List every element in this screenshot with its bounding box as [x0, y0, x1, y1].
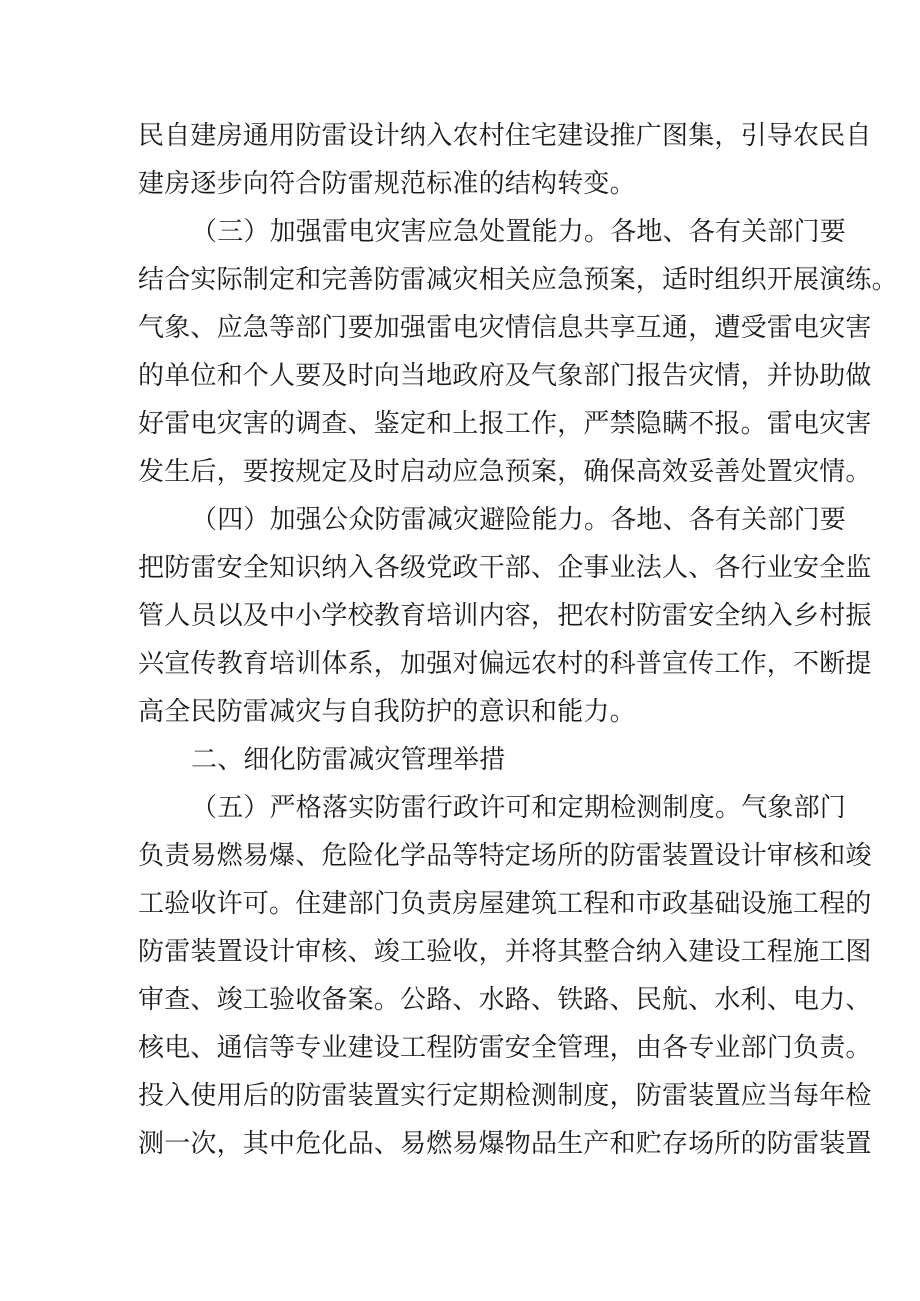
body-text-line: 审查、竣工验收备案。公路、水路、铁路、民航、水利、电力、	[138, 985, 872, 1015]
body-text-line: 负责易燃易爆、危险化学品等特定场所的防雷装置设计审核和竣	[138, 841, 872, 871]
body-text-line: 核电、通信等专业建设工程防雷安全管理，由各专业部门负责。	[138, 1033, 872, 1063]
body-text-line: 投入使用后的防雷装置实行定期检测制度，防雷装置应当每年检	[138, 1081, 872, 1111]
body-text-line: 高全民防雷减灾与自我防护的意识和能力。	[138, 697, 636, 727]
body-text-line: 建房逐步向符合防雷规范标准的结构转变。	[138, 169, 636, 199]
body-text-line: 发生后，要按规定及时启动应急预案，确保高效妥善处置灾情。	[138, 457, 872, 487]
paragraph-first-line: （五）严格落实防雷行政许可和定期检测制度。气象部门	[191, 793, 847, 823]
body-text-line: 把防雷安全知识纳入各级党政干部、企事业法人、各行业安全监	[138, 553, 872, 583]
body-text-line: 兴宣传教育培训体系，加强对偏远农村的科普宣传工作，不断提	[138, 649, 872, 679]
body-text-line: 好雷电灾害的调查、鉴定和上报工作，严禁隐瞒不报。雷电灾害	[138, 409, 872, 439]
paragraph-first-line: （四）加强公众防雷减灾避险能力。各地、各有关部门要	[191, 505, 847, 535]
body-text-line: 测一次，其中危化品、易燃易爆物品生产和贮存场所的防雷装置	[138, 1129, 872, 1159]
paragraph-first-line: （三）加强雷电灾害应急处置能力。各地、各有关部门要	[191, 217, 847, 247]
body-text-line: 防雷装置设计审核、竣工验收，并将其整合纳入建设工程施工图	[138, 937, 872, 967]
body-text-line: 气象、应急等部门要加强雷电灾情信息共享互通，遭受雷电灾害	[138, 313, 872, 343]
body-text-line: 结合实际制定和完善防雷减灾相关应急预案，适时组织开展演练。	[138, 265, 898, 295]
body-text-line: 管人员以及中小学校教育培训内容，把农村防雷安全纳入乡村振	[138, 601, 872, 631]
body-text-line: 民自建房通用防雷设计纳入农村住宅建设推广图集，引导农民自	[138, 121, 872, 151]
body-text-line: 的单位和个人要及时向当地政府及气象部门报告灾情，并协助做	[138, 361, 872, 391]
body-text-line: 工验收许可。住建部门负责房屋建筑工程和市政基础设施工程的	[138, 889, 872, 919]
section-heading: 二、细化防雷减灾管理举措	[191, 745, 506, 775]
